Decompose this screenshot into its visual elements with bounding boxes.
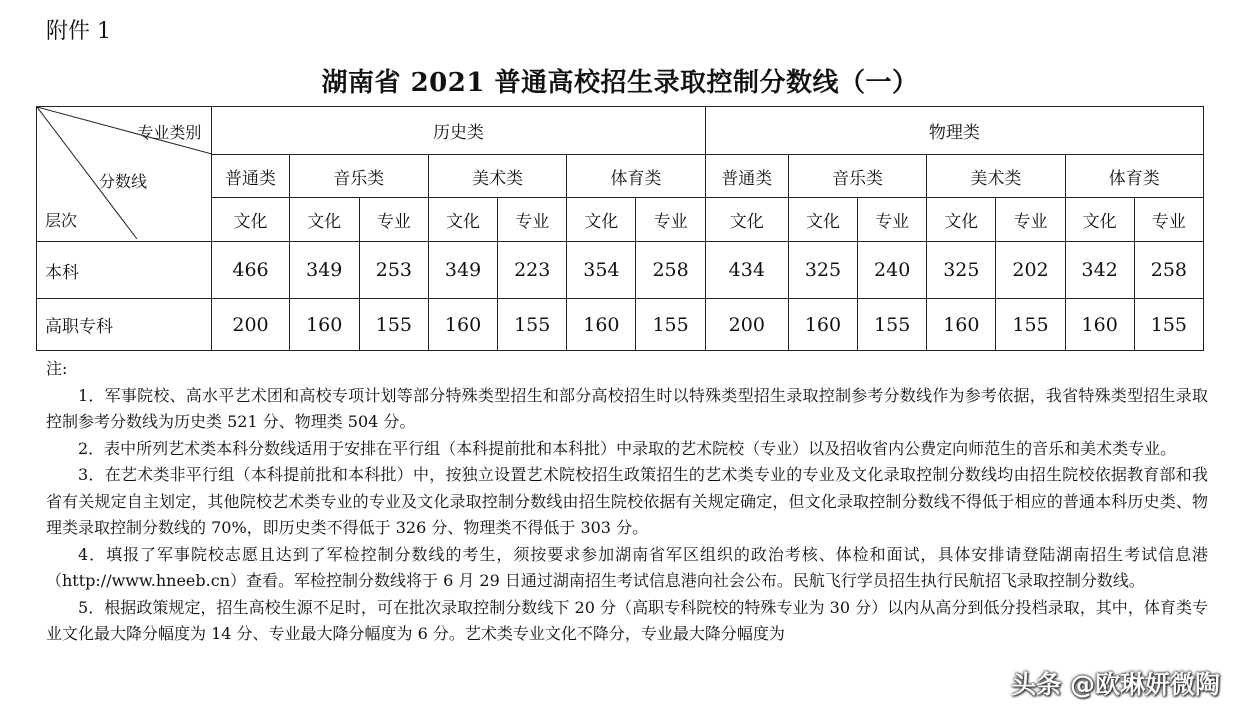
subgroup-header: 体育类: [1065, 155, 1203, 198]
notes-section: [46, 356, 1208, 648]
note-item: 1．军事院校、高水平艺术团和高校专项计划等部分特殊类型招生和部分高校招生时以特殊类型招生录取控制参考分数线作为参考依据，我省特殊类型招生录取控制参考分数线为历史类 521 分、物理类 504 分。: [46, 385, 1208, 431]
score-cell: 258: [636, 242, 705, 299]
table-corner-header: [37, 107, 212, 242]
subgroup-header: 体育类: [567, 155, 705, 198]
score-cell: 253: [359, 242, 428, 299]
column-header: 文化: [1065, 198, 1134, 242]
score-cell: 160: [428, 299, 497, 351]
watermark: 头条 @欧琳妍微陶: [1011, 670, 1220, 699]
score-table: [36, 106, 1204, 351]
score-cell: 354: [567, 242, 636, 299]
subgroup-header: 美术类: [428, 155, 566, 198]
score-cell: 155: [636, 299, 705, 351]
column-header: 专业: [1134, 198, 1203, 242]
score-cell: 200: [212, 299, 289, 351]
corner-label-score: 分数线: [99, 172, 148, 191]
score-cell: 258: [1134, 242, 1203, 299]
note-item: 4．填报了军事院校志愿且达到了军检控制分数线的考生，须按要求参加湖南省军区组织的政治考核、体检和面试，具体安排请登陆湖南招生考试信息港（http://www.hneeb.cn）查看。军检控制分数线将于 6 月 29 日通过湖南招生考试信息港向社会公布。民航飞行学员招生执行民航招飞录取控制分数线。: [46, 544, 1208, 590]
attachment-label: 附件 1: [46, 19, 111, 44]
row-label: 高职专科: [37, 299, 212, 351]
score-cell: 349: [428, 242, 497, 299]
column-header: 专业: [498, 198, 567, 242]
column-header: 文化: [788, 198, 857, 242]
score-cell: 349: [289, 242, 359, 299]
column-header: 专业: [996, 198, 1065, 242]
score-cell: 160: [927, 299, 996, 351]
subgroup-header: 音乐类: [788, 155, 926, 198]
score-cell: 155: [359, 299, 428, 351]
table-row-vocational: [37, 299, 1204, 351]
column-header: 专业: [359, 198, 428, 242]
column-header: 专业: [858, 198, 927, 242]
score-cell: 434: [705, 242, 788, 299]
score-cell: 160: [1065, 299, 1134, 351]
score-cell: 155: [1134, 299, 1203, 351]
score-cell: 160: [788, 299, 857, 351]
column-header: 文化: [212, 198, 289, 242]
score-cell: 202: [996, 242, 1065, 299]
note-item: 3．在艺术类非平行组（本科提前批和本科批）中，按独立设置艺术院校招生政策招生的艺术类专业的专业及文化录取控制分数线均由招生院校依据教育部和我省有关规定自主划定，其他院校艺术类专业的专业及文化录取控制分数线由招生院校依据有关规定确定，但文化录取控制分数线不得低于相应的普通本科历史类、物理类录取控制分数线的 70%，即历史类不得低于 326 分、物理类不得低于 303 分。: [46, 465, 1208, 537]
note-item: 2．表中所列艺术类本科分数线适用于安排在平行组（本科提前批和本科批）中录取的艺术院校（专业）以及招收省内公费定向师范生的音乐和美术类专业。: [78, 438, 1177, 458]
score-cell: 155: [498, 299, 567, 351]
column-header: 文化: [705, 198, 788, 242]
score-cell: 200: [705, 299, 788, 351]
column-header: 文化: [428, 198, 497, 242]
column-header: 文化: [289, 198, 359, 242]
score-cell: 155: [858, 299, 927, 351]
row-label: 本科: [37, 242, 212, 299]
group-header-history: 历史类: [212, 107, 705, 155]
corner-label-category: 专业类别: [137, 123, 202, 142]
note-item: 5．根据政策规定，招生高校生源不足时，可在批次录取控制分数线下 20 分（高职专科院校的特殊专业为 30 分）以内从高分到低分投档录取，其中，体育类专业文化最大降分幅度为 14 分、专业最大降分幅度为 6 分。艺术类专业文化不降分，专业最大降分幅度为: [46, 597, 1208, 643]
score-cell: 342: [1065, 242, 1134, 299]
page-title: 湖南省 2021 普通高校招生录取控制分数线（一）: [321, 68, 919, 98]
score-cell: 160: [567, 299, 636, 351]
score-cell: 325: [927, 242, 996, 299]
table-row-undergraduate: [37, 242, 1204, 299]
subgroup-header: 普通类: [705, 155, 788, 198]
group-header-physics: 物理类: [705, 107, 1203, 155]
score-cell: 466: [212, 242, 289, 299]
corner-label-level: 层次: [45, 211, 78, 230]
score-cell: 223: [498, 242, 567, 299]
notes-heading: 注:: [46, 359, 68, 378]
column-header: 文化: [927, 198, 996, 242]
subgroup-header: 音乐类: [289, 155, 428, 198]
score-cell: 325: [788, 242, 857, 299]
score-cell: 240: [858, 242, 927, 299]
score-cell: 160: [289, 299, 359, 351]
score-cell: 155: [996, 299, 1065, 351]
column-header: 文化: [567, 198, 636, 242]
column-header: 专业: [636, 198, 705, 242]
subgroup-header: 美术类: [927, 155, 1065, 198]
subgroup-header: 普通类: [212, 155, 289, 198]
